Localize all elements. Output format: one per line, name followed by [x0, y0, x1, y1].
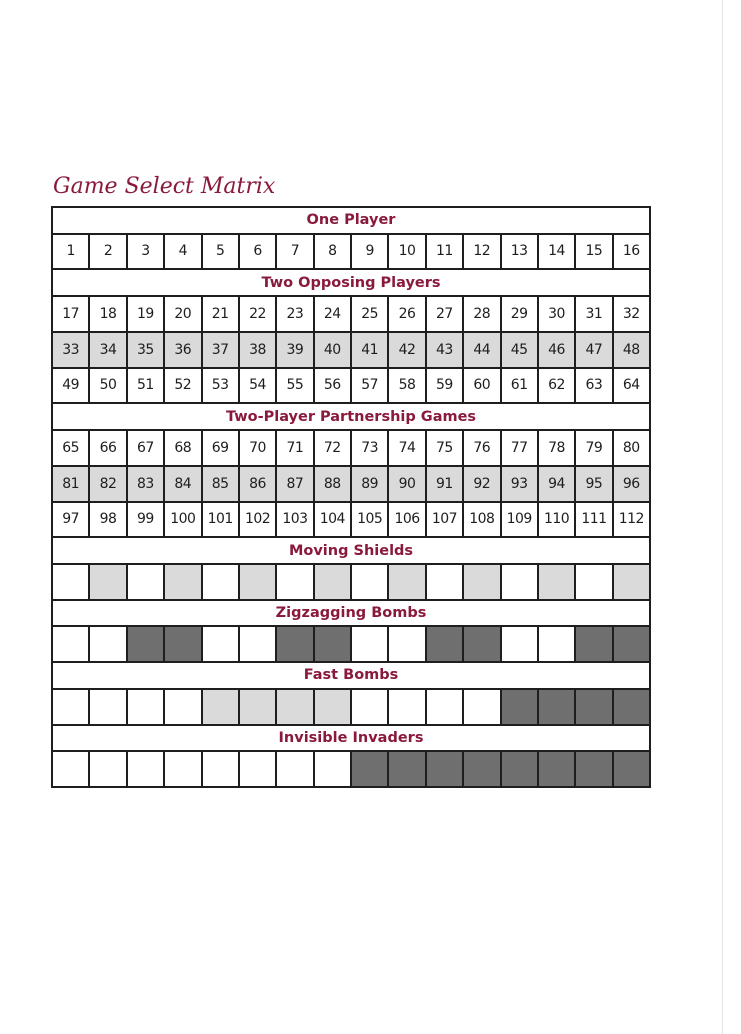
section-header-zigzagging-bombs: Zigzagging Bombs [52, 600, 650, 627]
option-cell [276, 564, 313, 600]
game-number-cell: 21 [202, 296, 239, 332]
game-number-cell: 8 [314, 234, 351, 270]
game-number-row [52, 502, 650, 538]
option-cell [314, 689, 351, 725]
option-cell [613, 751, 650, 787]
game-number-cell: 87 [276, 466, 313, 502]
game-number-cell: 30 [538, 296, 575, 332]
game-number-cell: 45 [501, 332, 538, 368]
game-number-cell: 20 [164, 296, 201, 332]
section-header-two-opposing-players: Two Opposing Players [52, 269, 650, 296]
option-cell [314, 626, 351, 662]
option-cell [501, 564, 538, 600]
option-cell [463, 751, 500, 787]
option-cell [575, 751, 612, 787]
game-number-cell: 85 [202, 466, 239, 502]
option-cell [202, 689, 239, 725]
game-number-cell: 100 [164, 502, 201, 538]
game-number-cell: 3 [127, 234, 164, 270]
game-number-cell: 88 [314, 466, 351, 502]
section-header-moving-shields: Moving Shields [52, 537, 650, 564]
option-cell [164, 751, 201, 787]
game-number-cell: 7 [276, 234, 313, 270]
option-cell [538, 689, 575, 725]
game-number-cell: 102 [239, 502, 276, 538]
option-cell [501, 689, 538, 725]
option-cell [127, 751, 164, 787]
game-number-cell: 92 [463, 466, 500, 502]
game-number-cell: 31 [575, 296, 612, 332]
option-row-moving-shields [52, 564, 650, 600]
option-cell [89, 626, 126, 662]
game-number-cell: 4 [164, 234, 201, 270]
game-number-cell: 38 [239, 332, 276, 368]
game-number-cell: 28 [463, 296, 500, 332]
game-number-cell: 101 [202, 502, 239, 538]
option-cell [276, 689, 313, 725]
game-number-cell: 67 [127, 430, 164, 466]
game-number-cell: 41 [351, 332, 388, 368]
game-number-cell: 14 [538, 234, 575, 270]
option-cell [52, 751, 89, 787]
game-number-cell: 44 [463, 332, 500, 368]
game-number-cell: 15 [575, 234, 612, 270]
game-number-cell: 90 [388, 466, 425, 502]
option-cell [388, 751, 425, 787]
section-header-invisible-invaders: Invisible Invaders [52, 725, 650, 752]
game-number-cell: 79 [575, 430, 612, 466]
section-header-row [52, 662, 650, 689]
game-number-cell: 29 [501, 296, 538, 332]
game-number-cell: 73 [351, 430, 388, 466]
section-header-fast-bombs: Fast Bombs [52, 662, 650, 689]
game-number-cell: 47 [575, 332, 612, 368]
game-number-cell: 74 [388, 430, 425, 466]
game-number-row [52, 332, 650, 368]
option-cell [239, 689, 276, 725]
game-number-cell: 72 [314, 430, 351, 466]
option-cell [538, 751, 575, 787]
game-number-cell: 58 [388, 368, 425, 404]
option-cell [239, 564, 276, 600]
game-number-cell: 107 [426, 502, 463, 538]
game-number-cell: 23 [276, 296, 313, 332]
game-number-cell: 32 [613, 296, 650, 332]
option-cell [314, 751, 351, 787]
game-number-cell: 62 [538, 368, 575, 404]
game-number-cell: 22 [239, 296, 276, 332]
game-number-cell: 89 [351, 466, 388, 502]
game-number-cell: 57 [351, 368, 388, 404]
section-header-one-player: One Player [52, 207, 650, 234]
game-number-cell: 6 [239, 234, 276, 270]
option-cell [89, 689, 126, 725]
section-header-row [52, 403, 650, 430]
game-number-cell: 68 [164, 430, 201, 466]
game-number-cell: 18 [89, 296, 126, 332]
option-cell [164, 689, 201, 725]
option-row-zigzagging-bombs [52, 626, 650, 662]
section-header-row [52, 600, 650, 627]
game-number-cell: 56 [314, 368, 351, 404]
game-number-cell: 54 [239, 368, 276, 404]
game-number-cell: 69 [202, 430, 239, 466]
game-number-cell: 80 [613, 430, 650, 466]
game-number-cell: 81 [52, 466, 89, 502]
option-cell [202, 751, 239, 787]
option-cell [575, 564, 612, 600]
game-number-cell: 43 [426, 332, 463, 368]
game-number-cell: 5 [202, 234, 239, 270]
page-title: Game Select Matrix [53, 174, 276, 199]
option-cell [164, 626, 201, 662]
game-number-cell: 78 [538, 430, 575, 466]
option-cell [202, 626, 239, 662]
game-number-cell: 19 [127, 296, 164, 332]
section-header-row [52, 269, 650, 296]
game-number-cell: 34 [89, 332, 126, 368]
matrix-body [52, 207, 650, 787]
game-number-row [52, 234, 650, 270]
game-number-cell: 91 [426, 466, 463, 502]
game-number-cell: 10 [388, 234, 425, 270]
section-header-row [52, 207, 650, 234]
option-row-invisible-invaders [52, 751, 650, 787]
game-number-cell: 26 [388, 296, 425, 332]
game-number-cell: 65 [52, 430, 89, 466]
game-number-cell: 48 [613, 332, 650, 368]
game-number-cell: 83 [127, 466, 164, 502]
game-number-row [52, 466, 650, 502]
game-number-cell: 110 [538, 502, 575, 538]
option-cell [426, 689, 463, 725]
option-cell [52, 689, 89, 725]
option-cell [89, 751, 126, 787]
game-number-cell: 11 [426, 234, 463, 270]
game-number-cell: 71 [276, 430, 313, 466]
game-number-cell: 55 [276, 368, 313, 404]
option-cell [388, 689, 425, 725]
option-cell [463, 689, 500, 725]
game-number-cell: 25 [351, 296, 388, 332]
game-number-cell: 112 [613, 502, 650, 538]
option-cell [127, 689, 164, 725]
option-cell [351, 751, 388, 787]
game-number-cell: 76 [463, 430, 500, 466]
game-number-cell: 9 [351, 234, 388, 270]
option-cell [52, 564, 89, 600]
game-number-cell: 61 [501, 368, 538, 404]
option-row-fast-bombs [52, 689, 650, 725]
game-number-cell: 42 [388, 332, 425, 368]
option-cell [239, 751, 276, 787]
game-number-cell: 16 [613, 234, 650, 270]
section-header-two-player-partnership-games: Two-Player Partnership Games [52, 403, 650, 430]
game-number-row [52, 430, 650, 466]
game-number-cell: 51 [127, 368, 164, 404]
game-number-cell: 108 [463, 502, 500, 538]
game-number-cell: 106 [388, 502, 425, 538]
option-cell [575, 689, 612, 725]
game-number-cell: 109 [501, 502, 538, 538]
game-number-cell: 27 [426, 296, 463, 332]
game-number-cell: 93 [501, 466, 538, 502]
option-cell [276, 626, 313, 662]
option-cell [613, 626, 650, 662]
option-cell [463, 626, 500, 662]
game-number-cell: 1 [52, 234, 89, 270]
game-number-cell: 60 [463, 368, 500, 404]
game-number-cell: 37 [202, 332, 239, 368]
game-number-cell: 13 [501, 234, 538, 270]
game-number-cell: 77 [501, 430, 538, 466]
game-number-cell: 70 [239, 430, 276, 466]
option-cell [127, 626, 164, 662]
game-number-cell: 46 [538, 332, 575, 368]
game-number-cell: 84 [164, 466, 201, 502]
option-cell [276, 751, 313, 787]
option-cell [52, 626, 89, 662]
game-number-cell: 99 [127, 502, 164, 538]
game-number-cell: 52 [164, 368, 201, 404]
game-number-cell: 104 [314, 502, 351, 538]
game-select-matrix [51, 206, 651, 788]
game-number-cell: 2 [89, 234, 126, 270]
game-number-cell: 17 [52, 296, 89, 332]
game-number-cell: 66 [89, 430, 126, 466]
game-number-cell: 95 [575, 466, 612, 502]
option-cell [388, 626, 425, 662]
option-cell [164, 564, 201, 600]
option-cell [501, 626, 538, 662]
section-header-row [52, 537, 650, 564]
game-number-cell: 97 [52, 502, 89, 538]
game-number-row [52, 296, 650, 332]
option-cell [426, 626, 463, 662]
game-number-cell: 111 [575, 502, 612, 538]
game-number-cell: 98 [89, 502, 126, 538]
game-number-cell: 75 [426, 430, 463, 466]
game-number-cell: 24 [314, 296, 351, 332]
section-header-row [52, 725, 650, 752]
game-number-cell: 96 [613, 466, 650, 502]
option-cell [89, 564, 126, 600]
game-number-cell: 64 [613, 368, 650, 404]
option-cell [239, 626, 276, 662]
game-number-cell: 40 [314, 332, 351, 368]
option-cell [314, 564, 351, 600]
option-cell [351, 564, 388, 600]
game-number-cell: 39 [276, 332, 313, 368]
game-number-cell: 94 [538, 466, 575, 502]
game-number-cell: 82 [89, 466, 126, 502]
game-number-row [52, 368, 650, 404]
option-cell [351, 626, 388, 662]
option-cell [575, 626, 612, 662]
option-cell [426, 751, 463, 787]
option-cell [463, 564, 500, 600]
game-number-cell: 63 [575, 368, 612, 404]
option-cell [538, 564, 575, 600]
game-number-cell: 49 [52, 368, 89, 404]
game-number-cell: 12 [463, 234, 500, 270]
option-cell [501, 751, 538, 787]
game-number-cell: 86 [239, 466, 276, 502]
game-number-cell: 105 [351, 502, 388, 538]
game-number-cell: 53 [202, 368, 239, 404]
game-number-cell: 35 [127, 332, 164, 368]
game-number-cell: 103 [276, 502, 313, 538]
option-cell [613, 564, 650, 600]
option-cell [613, 689, 650, 725]
option-cell [426, 564, 463, 600]
option-cell [127, 564, 164, 600]
game-number-cell: 36 [164, 332, 201, 368]
option-cell [351, 689, 388, 725]
option-cell [388, 564, 425, 600]
game-number-cell: 59 [426, 368, 463, 404]
option-cell [538, 626, 575, 662]
game-number-cell: 33 [52, 332, 89, 368]
option-cell [202, 564, 239, 600]
game-number-cell: 50 [89, 368, 126, 404]
page-edge-line [722, 0, 723, 1034]
